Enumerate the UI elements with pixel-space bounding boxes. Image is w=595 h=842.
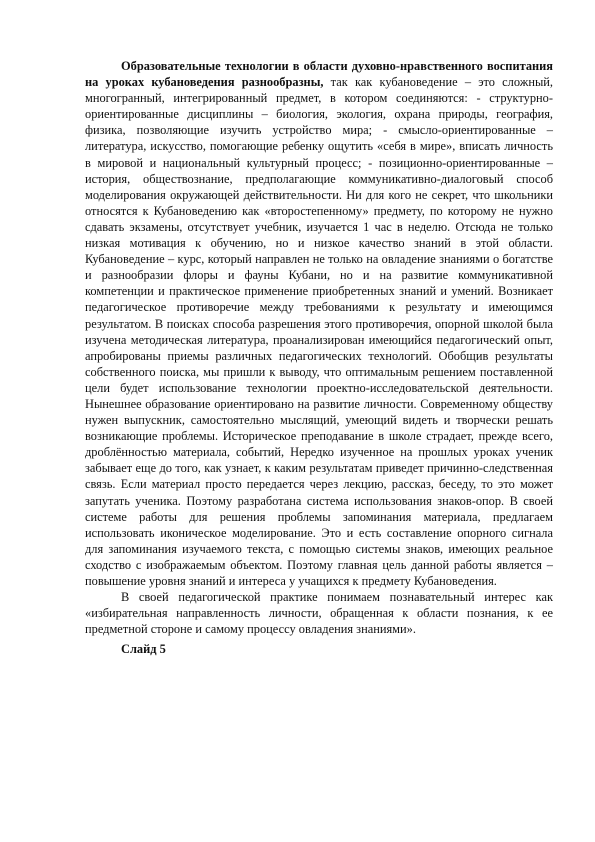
paragraph-2: В своей педагогической практике понимаем познавательный интерес как «избирательная направленность личности, обращенная к области познания, к ее предметной стороне и самому процессу овладения знаниями». <box>85 590 553 637</box>
paragraph-1-bold-lead: Образовательные технологии в области духовно-нравственного воспитания на уроках кубановедения разнообразны, <box>85 59 553 90</box>
slide-label: Слайд 5 <box>121 642 166 657</box>
document-body <box>85 58 553 657</box>
paragraph-1-body: так как кубановедение – это сложный, многогранный, интегрированный предмет, в котором соединяются: - структурно-ориентированные дисциплины – биология, экология, охрана природы, география, физика, позволяющие изучить устройство мира; - смысло-ориентированные – литература, искусство, помогающие ребенку ощутить «себя в мире», вписать личность в мировой и национальный культурный процесс; - позиционно-ориентированные – история, обществознание, предполагающие коммуникативно-диалоговый способ моделирования окружающей действительности. Ни для кого не секрет, что школьники относятся к Кубановедению как «второстепенному» предмету, по которому не нужно сдавать экзамены, отсутствует учебник, изучается 1 час в неделю. Отсюда не только низкая мотивация к обучению, но и низкое качество знаний в этой области. Кубановедение – курс, который направлен не только на овладение знаниями о богатстве и разнообразии флоры и фауны Кубани, но и на развитие коммуникативной компетенции и практическое применение приобретенных знаний и умений. Возникает педагогическое противоречие между требованиями к результату и имеющимся результатом. В поисках способа разрешения этого противоречия, опорной школой была изучена методическая литература, проанализирован имеющийся педагогический опыт, апробированы приемы различных педагогических технологий. Обобщив результаты собственного поиска, мы пришли к выводу, что оптимальным решением поставленной цели будет использование технологии проектно-исследовательской деятельности. Нынешнее образование ориентировано на развитие личности. Современному обществу нужен выпускник, самостоятельно мыслящий, умеющий видеть и творчески решать возникающие проблемы. Историческое преподавание в школе страдает, прежде всего, дроблённостью материала, событий, Нередко изученное на прошлых уроках ученик забывает еще до того, как узнает, к каким результатам приведет причинно-следственная связь. Если материал просто передается через лекцию, рассказ, беседу, то это может запутать ученика. Поэтому разработана система использования знаков-опор. В своей системе работы для решения проблемы запоминания материала, предлагаем использовать иконическое моделирование. Это и есть составление опорного сигнала для запоминания изучаемого текста, с помощью системы знаков, имеющих реальное сходство с изображаемым объектом. Поэтому главная цель данной работы является – повышение уровня знаний и интереса у учащихся к предмету Кубановедения. <box>85 75 553 588</box>
paragraph-1 <box>85 58 553 589</box>
